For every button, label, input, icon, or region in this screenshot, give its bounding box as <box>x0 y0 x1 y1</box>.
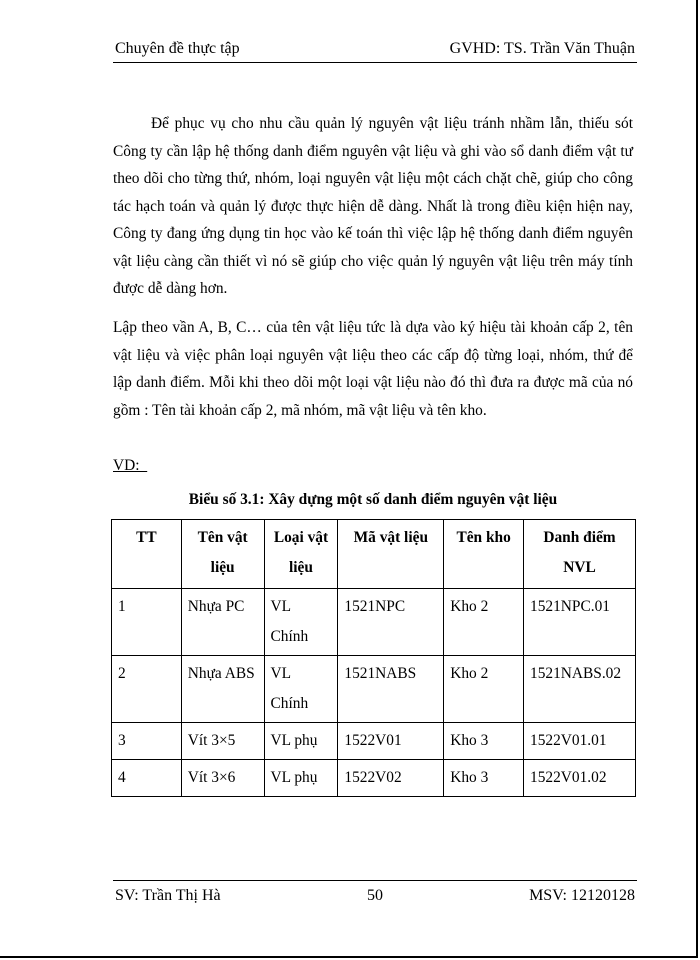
cell-material-type: VL Chính <box>264 656 338 723</box>
table-row <box>112 589 636 656</box>
table-row <box>112 656 636 723</box>
col-header-material-code: Mã vật liệu <box>338 520 444 589</box>
footer-student: SV: Trần Thị Hà <box>115 887 221 904</box>
material-code-table <box>111 519 636 797</box>
col-header-material-name: Tên vật liệu <box>181 520 264 589</box>
cell-material-code: 1522V02 <box>338 760 444 797</box>
page-number: 50 <box>367 887 383 904</box>
table-row <box>112 760 636 797</box>
cell-nvl-code: 1521NABS.02 <box>524 656 636 723</box>
cell-nvl-code: 1522V01.02 <box>524 760 636 797</box>
cell-tt: 1 <box>112 589 182 656</box>
cell-warehouse: Kho 2 <box>444 656 524 723</box>
cell-tt: 4 <box>112 760 182 797</box>
table-caption: Biểu số 3.1: Xây dựng một số danh điểm nguyên vật liệu <box>188 491 558 508</box>
header-title: Chuyên đề thực tập <box>115 40 240 57</box>
cell-material-name: Nhựa ABS <box>181 656 264 723</box>
cell-nvl-code: 1521NPC.01 <box>524 589 636 656</box>
cell-material-type: VL Chính <box>264 589 338 656</box>
cell-material-type: VL phụ <box>264 723 338 760</box>
method-paragraph: Lập theo vần A, B, C… của tên vật liệu tức là dựa vào ký hiệu tài khoản cấp 2, tên vật liệu và việc phân loại nguyên vật liệu theo các cấp độ từng loại, nhóm, thứ để lập danh điểm. Mỗi khi theo dõi một loại vật liệu nào đó thì đưa ra được mã của nó gồm : Tên tài khoản cấp 2, mã nhóm, mã vật liệu và tên kho. <box>113 319 633 419</box>
cell-warehouse: Kho 2 <box>444 589 524 656</box>
page-header <box>113 38 637 63</box>
cell-tt: 2 <box>112 656 182 723</box>
cell-material-name: Vít 3×5 <box>181 723 264 760</box>
header-supervisor: GVHD: TS. Trần Văn Thuận <box>449 40 635 57</box>
cell-warehouse: Kho 3 <box>444 723 524 760</box>
example-label: VD: <box>113 457 148 474</box>
cell-nvl-code: 1522V01.01 <box>524 723 636 760</box>
page-footer <box>113 880 637 907</box>
cell-tt: 3 <box>112 723 182 760</box>
col-header-material-type: Loại vật liệu <box>264 520 338 589</box>
cell-material-name: Vít 3×6 <box>181 760 264 797</box>
table-header-row <box>112 520 636 589</box>
table-row <box>112 723 636 760</box>
cell-warehouse: Kho 3 <box>444 760 524 797</box>
intro-paragraph: Để phục vụ cho nhu cầu quản lý nguyên vật liệu tránh nhầm lẫn, thiếu sót Công ty cần lập hệ thống danh điểm nguyên vật liệu và ghi vào sổ danh điểm vật tư theo dõi cho từng thứ, nhóm, loại nguyên vật liệu một cách chặt chẽ, giúp cho công tác hạch toán và quản lý được thực hiện dễ dàng. Nhất là trong điều kiện hiện nay, Công ty đang ứng dụng tin học vào kế toán thì việc lập hệ thống danh điểm nguyên vật liệu càng cần thiết vì nó sẽ giúp cho việc quản lý nguyên vật liệu trên máy tính được dễ dàng hơn. <box>113 115 633 297</box>
cell-material-code: 1521NPC <box>338 589 444 656</box>
cell-material-code: 1521NABS <box>338 656 444 723</box>
cell-material-type: VL phụ <box>264 760 338 797</box>
col-header-nvl-code: Danh điểm NVL <box>524 520 636 589</box>
col-header-warehouse: Tên kho <box>444 520 524 589</box>
cell-material-code: 1522V01 <box>338 723 444 760</box>
footer-student-id: MSV: 12120128 <box>529 887 635 904</box>
col-header-tt: TT <box>112 520 182 589</box>
cell-material-name: Nhựa PC <box>181 589 264 656</box>
